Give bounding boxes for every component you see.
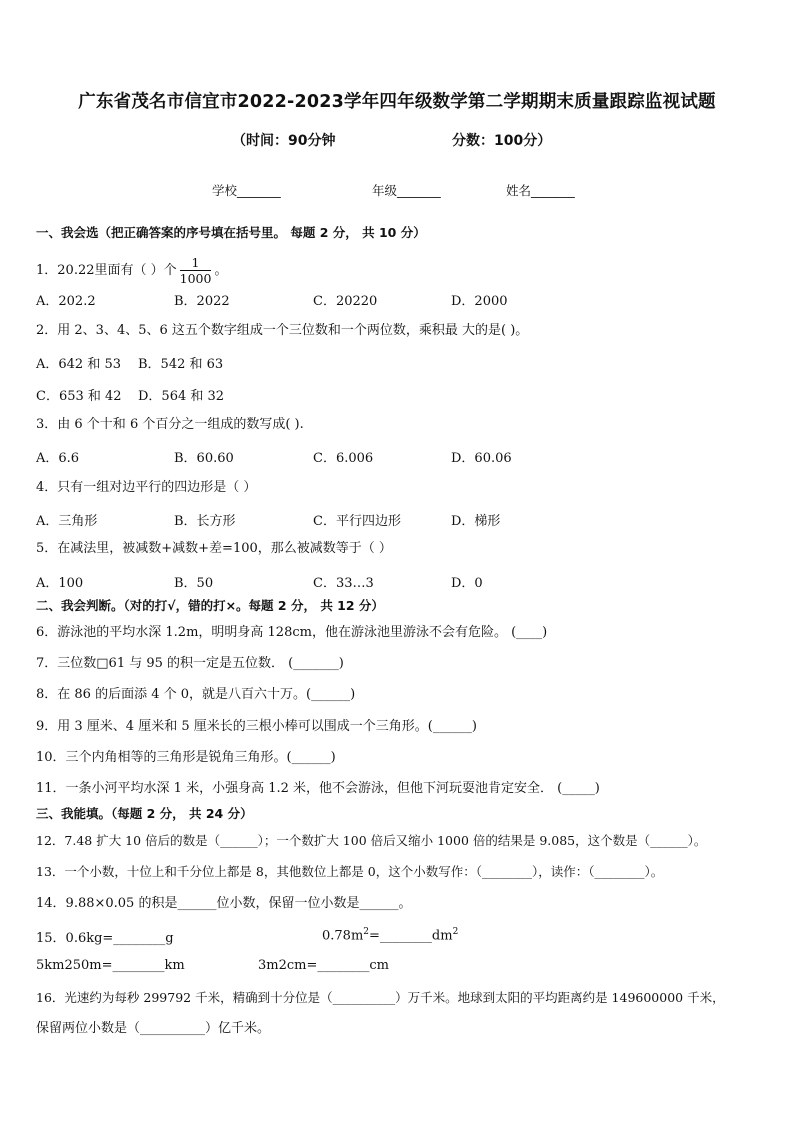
question-13: 13．一个小数，十位上和千分位上都是 8，其他数位上都是 0，这个小数写作：（________），读作：（________）。 xyxy=(36,864,664,879)
q4-option-a: A．三角形 xyxy=(36,514,98,529)
exam-score: 分数：100分） xyxy=(452,133,552,149)
question-7: 7．三位数□61 与 95 的积一定是五位数． (_______) xyxy=(36,656,344,671)
q3-option-c: C．6.006 xyxy=(313,451,374,466)
question-9: 9．用 3 厘米、4 厘米和 5 厘米长的三根小棒可以围成一个三角形。(______) xyxy=(36,719,477,734)
exam-time: （时间：90分钟 xyxy=(232,133,336,149)
fraction xyxy=(180,255,212,286)
q4-option-c: C．平行四边形 xyxy=(313,514,401,529)
q1-option-b: B．2022 xyxy=(174,294,230,309)
q15b-mid: =________dm xyxy=(369,928,453,944)
question-1 xyxy=(36,255,770,286)
grade-field: 年级_______ xyxy=(372,183,441,198)
name-field: 姓名_______ xyxy=(506,183,575,198)
question-2: 2．用 2、3、4、5、6 这五个数字组成一个三位数和一个两位数，乘积最 大的是( )。 xyxy=(36,323,529,338)
q1-option-a: A．202.2 xyxy=(36,294,96,309)
q5-option-a: A．100 xyxy=(36,576,84,591)
page-title: 广东省茂名市信宜市2022-2023学年四年级数学第二学期期末质量跟踪监视试题 xyxy=(78,92,716,112)
q2-option-a: A．642 和 53 xyxy=(36,357,122,372)
question-4: 4．只有一组对边平行的四边形是（ ） xyxy=(36,480,257,495)
question-15a: 15．0.6kg=________g xyxy=(36,931,174,946)
question-1-stem-end: 。 xyxy=(214,263,228,278)
section-heading-1: 一、我会选（把正确答案的序号填在括号里。 每题 2 分， 共 10 分） xyxy=(36,225,426,240)
q15b-sup2: 2 xyxy=(452,927,459,937)
question-5: 5．在减法里，被减数+减数+差=100，那么被减数等于（ ） xyxy=(36,541,392,556)
q5-option-b: B．50 xyxy=(174,576,214,591)
question-16-line-2: 保留两位小数是（__________）亿千米。 xyxy=(36,1021,271,1036)
q2-option-b: B．542 和 63 xyxy=(138,357,224,372)
q2-option-c: C．653 和 42 xyxy=(36,389,122,404)
q5-option-c: C．33…3 xyxy=(313,576,374,591)
question-11: 11．一条小河平均水深 1 米，小强身高 1.2 米，他不会游泳，但他下河玩耍池肯定安全． (_____) xyxy=(36,781,600,796)
q4-option-b: B．长方形 xyxy=(174,514,236,529)
q15b-sup1: 2 xyxy=(363,927,370,937)
question-10: 10．三个内角相等的三角形是锐角三角形。(______) xyxy=(36,750,336,765)
fraction-denominator: 1000 xyxy=(179,271,212,286)
section-heading-3: 三、我能填。（每题 2 分， 共 24 分） xyxy=(36,806,253,821)
question-15d: 3m2cm=________cm xyxy=(258,958,389,973)
fraction-numerator: 1 xyxy=(180,255,212,271)
q1-option-d: D．2000 xyxy=(451,294,508,309)
q3-option-a: A．6.6 xyxy=(36,451,80,466)
section-heading-2: 二、我会判断。（对的打√，错的打×。每题 2 分， 共 12 分） xyxy=(36,598,384,613)
q1-option-c: C．20220 xyxy=(313,294,378,309)
question-12: 12．7.48 扩大 10 倍后的数是（______）；一个数扩大 100 倍后又缩小 1000 倍的结果是 9.085，这个数是（______）。 xyxy=(36,833,707,848)
question-15c: 5km250m=________km xyxy=(36,958,185,973)
q15b-pre: 0.78m xyxy=(322,928,364,944)
q2-option-d: D．564 和 32 xyxy=(138,389,225,404)
q5-option-d: D．0 xyxy=(451,576,483,591)
school-field: 学校_______ xyxy=(212,183,281,198)
question-15b xyxy=(322,927,458,943)
question-16-line-1: 16．光速约为每秒 299792 千米，精确到十分位是（__________）万千米。地球到太阳的平均距离约是 149600000 千米， xyxy=(36,990,725,1005)
q3-option-b: B．60.60 xyxy=(174,451,234,466)
question-1-stem: 1．20.22里面有（ ）个 xyxy=(36,263,177,278)
q4-option-d: D．梯形 xyxy=(451,514,501,529)
question-3: 3．由 6 个十和 6 个百分之一组成的数写成( ). xyxy=(36,417,304,432)
question-6: 6．游泳池的平均水深 1.2m，明明身高 128cm，他在游泳池里游泳不会有危险。 (____) xyxy=(36,625,548,640)
question-8: 8．在 86 的后面添 4 个 0，就是八百六十万。(______) xyxy=(36,687,356,702)
question-14: 14．9.88×0.05 的积是______位小数，保留一位小数是______。 xyxy=(36,896,412,911)
q3-option-d: D．60.06 xyxy=(451,451,512,466)
